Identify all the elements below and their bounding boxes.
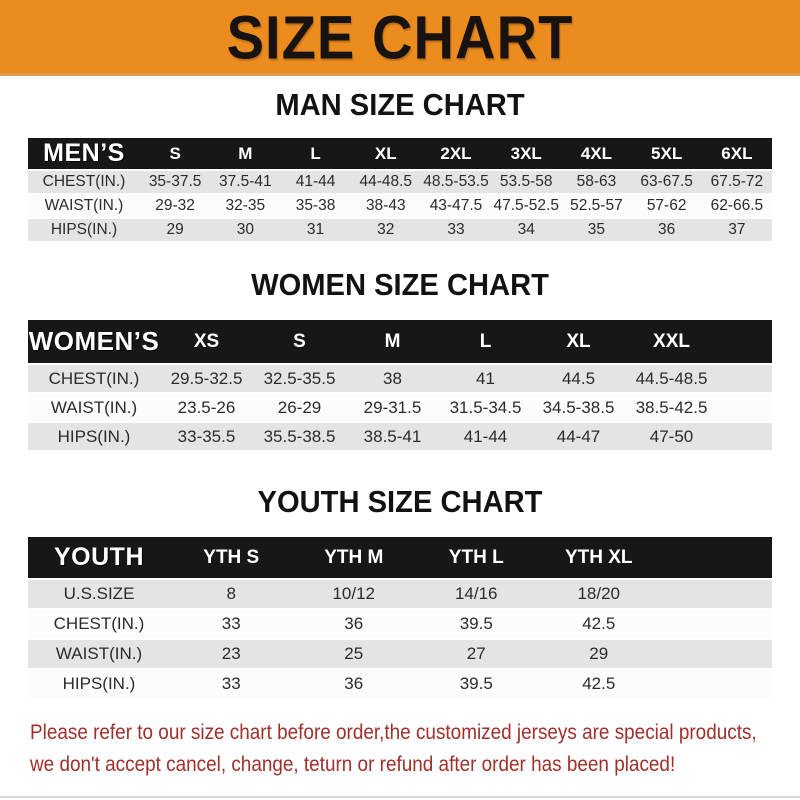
row-filler (718, 394, 772, 421)
table-row (28, 195, 772, 217)
size-value: 39.5 (415, 670, 538, 698)
size-value: 8 (170, 580, 293, 608)
row-label: CHEST(IN.) (28, 610, 170, 638)
size-value: 35.5-38.5 (253, 423, 346, 450)
disclaimer-line-2: we don't accept cancel, change, teturn or refund after order has been placed! (30, 752, 676, 776)
size-value: 38.5-41 (346, 423, 439, 450)
column-header: XS (160, 320, 253, 363)
size-value: 18/20 (538, 580, 661, 608)
table-row (28, 394, 772, 421)
size-value: 47-50 (625, 423, 718, 450)
size-value: 57-62 (632, 195, 702, 217)
size-value: 42.5 (538, 610, 661, 638)
column-header: YTH L (415, 537, 538, 578)
column-header: M (210, 138, 280, 169)
table-row (28, 365, 772, 392)
size-value: 41-44 (280, 171, 350, 193)
header-filler (718, 320, 772, 363)
size-value: 38 (346, 365, 439, 392)
size-value: 32-35 (210, 195, 280, 217)
column-header: YTH S (170, 537, 293, 578)
size-value: 26-29 (253, 394, 346, 421)
youth-section-heading: YOUTH SIZE CHART (257, 484, 543, 519)
column-header: M (346, 320, 439, 363)
column-header: L (280, 138, 350, 169)
size-value: 37 (702, 219, 772, 241)
table-row (28, 219, 772, 241)
size-value: 29-32 (140, 195, 210, 217)
row-label: WAIST(IN.) (28, 640, 170, 668)
men-size-table (28, 136, 772, 243)
row-label: CHEST(IN.) (28, 171, 140, 193)
size-value: 34 (491, 219, 561, 241)
bottom-edge-line (0, 796, 800, 798)
column-header: XL (351, 138, 421, 169)
row-label: HIPS(IN.) (28, 219, 140, 241)
section-men (0, 87, 800, 243)
size-value: 31 (280, 219, 350, 241)
size-value: 29 (538, 640, 661, 668)
size-value: 63-67.5 (632, 171, 702, 193)
table-row (28, 670, 772, 698)
size-value: 41 (439, 365, 532, 392)
size-value: 23 (170, 640, 293, 668)
size-value: 29-31.5 (346, 394, 439, 421)
row-filler (660, 670, 772, 698)
column-header: 4XL (561, 138, 631, 169)
table-row (28, 610, 772, 638)
size-value: 44-48.5 (351, 171, 421, 193)
size-value: 30 (210, 219, 280, 241)
column-header: YTH XL (538, 537, 661, 578)
size-value: 38-43 (351, 195, 421, 217)
size-value: 38.5-42.5 (625, 394, 718, 421)
women-section-heading: WOMEN SIZE CHART (251, 267, 549, 302)
size-charts (0, 87, 800, 700)
row-label: WAIST(IN.) (28, 195, 140, 217)
size-value: 37.5-41 (210, 171, 280, 193)
size-value: 47.5-52.5 (491, 195, 561, 217)
size-value: 25 (293, 640, 416, 668)
size-value: 39.5 (415, 610, 538, 638)
section-women (0, 267, 800, 452)
column-header: YTH M (293, 537, 416, 578)
header-filler (660, 537, 772, 578)
disclaimer-line-1: Please refer to our size chart before order,the customized jerseys are special products, (30, 720, 757, 744)
table-row (28, 580, 772, 608)
column-header: 6XL (702, 138, 772, 169)
size-value: 44.5 (532, 365, 625, 392)
banner-title: SIZE CHART (226, 1, 574, 72)
table-row (28, 171, 772, 193)
youth-size-table (28, 535, 772, 700)
size-value: 41-44 (439, 423, 532, 450)
size-value: 36 (293, 610, 416, 638)
table-row (28, 640, 772, 668)
column-header: XL (532, 320, 625, 363)
size-value: 33-35.5 (160, 423, 253, 450)
row-filler (718, 423, 772, 450)
size-value: 36 (293, 670, 416, 698)
row-label: WAIST(IN.) (28, 394, 160, 421)
size-value: 35 (561, 219, 631, 241)
size-value: 44.5-48.5 (625, 365, 718, 392)
size-value: 44-47 (532, 423, 625, 450)
table-header-label: MEN’S (28, 138, 140, 169)
table-header-label: WOMEN’S (28, 320, 160, 363)
size-value: 62-66.5 (702, 195, 772, 217)
row-label: HIPS(IN.) (28, 423, 160, 450)
size-value: 36 (632, 219, 702, 241)
size-value: 23.5-26 (160, 394, 253, 421)
size-value: 27 (415, 640, 538, 668)
size-value: 58-63 (561, 171, 631, 193)
size-value: 48.5-53.5 (421, 171, 491, 193)
banner (0, 0, 800, 76)
row-filler (660, 610, 772, 638)
size-value: 35-37.5 (140, 171, 210, 193)
row-label: HIPS(IN.) (28, 670, 170, 698)
size-value: 32 (351, 219, 421, 241)
column-header: S (253, 320, 346, 363)
column-header: S (140, 138, 210, 169)
size-value: 43-47.5 (421, 195, 491, 217)
size-value: 31.5-34.5 (439, 394, 532, 421)
size-value: 33 (170, 670, 293, 698)
column-header: XXL (625, 320, 718, 363)
section-youth (0, 484, 800, 700)
size-value: 35-38 (280, 195, 350, 217)
size-value: 33 (421, 219, 491, 241)
column-header: 3XL (491, 138, 561, 169)
row-filler (718, 365, 772, 392)
size-value: 67.5-72 (702, 171, 772, 193)
row-label: CHEST(IN.) (28, 365, 160, 392)
row-filler (660, 640, 772, 668)
column-header: 5XL (632, 138, 702, 169)
size-value: 53.5-58 (491, 171, 561, 193)
men-section-heading: MAN SIZE CHART (275, 87, 525, 122)
table-header-label: YOUTH (28, 537, 170, 578)
table-row (28, 423, 772, 450)
size-value: 29 (140, 219, 210, 241)
size-value: 29.5-32.5 (160, 365, 253, 392)
size-value: 33 (170, 610, 293, 638)
women-size-table (28, 318, 772, 452)
row-filler (660, 580, 772, 608)
column-header: 2XL (421, 138, 491, 169)
size-value: 52.5-57 (561, 195, 631, 217)
size-value: 42.5 (538, 670, 661, 698)
size-value: 10/12 (293, 580, 416, 608)
row-label: U.S.SIZE (28, 580, 170, 608)
size-value: 14/16 (415, 580, 538, 608)
column-header: L (439, 320, 532, 363)
size-value: 34.5-38.5 (532, 394, 625, 421)
size-value: 32.5-35.5 (253, 365, 346, 392)
disclaimer (30, 720, 800, 777)
